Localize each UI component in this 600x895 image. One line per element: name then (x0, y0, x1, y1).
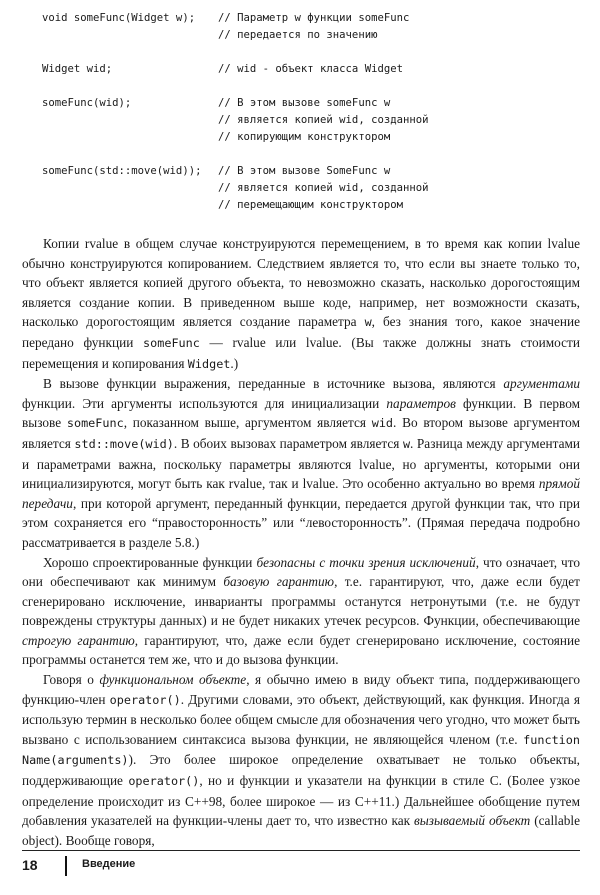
code-line-6 (42, 129, 562, 146)
paragraph-rvalue-copies: Копии rvalue в общем случае конструируются перемещением, в то время как копии lvalue обычно конструируются копированием. Следствием является то, что если вы знаете только то, что объект является копией другого объекта, то невозможно сказать, насколько дорогостоящим является создание копии. В приведенном выше коде, например, нет возможности сказать, насколько дорогостоящим является создание параметра w, без знания того, какое значение передано функции someFunc — rvalue или lvalue. (Вы также должны знать стоимости перемещения и копирования Widget.) (22, 236, 580, 371)
code-comment: // является копией wid, созданной (218, 182, 429, 194)
code-line-3 (42, 61, 562, 78)
code-statement: someFunc(std::move(wid)); (42, 165, 202, 177)
footer-rule (22, 850, 580, 851)
code-statement (42, 180, 218, 197)
code-statement (42, 27, 218, 44)
code-line-1 (42, 10, 562, 27)
code-statement (42, 112, 218, 129)
code-comment: // копирующим конструктором (218, 131, 391, 143)
paragraph-function-object: Говоря о функциональном объекте, я обычно имею в виду объект типа, поддерживающего функцию-член operator(). Другими словами, это объект, действующий, как функция. Иногда я использую термин в несколько более общем смысле для обозначения чего угодно, что может быть вызвано с использованием синтаксиса вызова функции, не являющейся членом (т.е. function Name(arguments)). Это более широкое определение охватывает не только объекты, поддерживающие operator(), но и функции и указатели на функции в стиле C. (Более узкое определение происходит из C++98, более широкое — из C++11.) Дальнейшее обобщение путем добавления указателей на функции-члены дает то, что известно как вызываемый объект (callable object). Вообще говоря, (22, 672, 580, 848)
code-line-7 (42, 163, 562, 180)
body-text (22, 234, 580, 850)
code-statement: void someFunc(Widget w); (42, 12, 196, 24)
code-line-2 (42, 27, 562, 44)
code-statement (42, 197, 218, 214)
code-comment: // является копией wid, созданной (218, 114, 429, 126)
code-comment: // wid - объект класса Widget (218, 63, 403, 75)
code-statement: Widget wid; (42, 63, 113, 75)
code-line-5 (42, 112, 562, 129)
paragraph-arguments-parameters: В вызове функции выражения, переданные в источнике вызова, являются аргументами функции. Эти аргументы используются для инициализации параметров функции. В первом вызове someFunc, показанном выше, аргументом является wid. Во втором вызове аргументом является std::move(wid). В обоих вызовах параметром является w. Разница между аргументами и параметрами важна, поскольку параметры являются lvalue, но аргументы, которыми они инициализируются, могут быть как rvalue, так и lvalue. Это особенно актуально во время прямой передачи, при которой аргумент, переданный функции, передается другой функции так, что при этом сохраняется его “правосторонность” или “левосторонность”. (Прямая передача подробно рассматривается в разделе 5.8.) (22, 376, 581, 550)
code-listing (42, 10, 562, 214)
code-comment: // Параметр w функции someFunc (218, 12, 410, 24)
paragraph-exception-safety: Хорошо спроектированные функции безопасны с точки зрения исключений, что означает, что они обеспечивают как минимум базовую гарантию, т.е. гарантируют, что, даже если будет сгенерировано исключение, инварианты программы останутся нетронутыми (т.е. не будут повреждены структуры данных) и не будет никаких утечек ресурсов. Функции, обеспечивающие строгую гарантию, гарантируют, что, даже если будет сгенерировано исключение, состояние программы останется тем же, что и до вызова функции. (22, 554, 580, 668)
section-title: Введение (82, 858, 136, 870)
footer-divider (65, 856, 67, 876)
page-number: 18 (22, 857, 38, 873)
code-comment: // перемещающим конструктором (218, 199, 403, 211)
code-comment: // В этом вызове SomeFunc w (218, 165, 391, 177)
code-line-8 (42, 180, 562, 197)
code-line-9 (42, 197, 562, 214)
code-comment: // передается по значению (218, 29, 378, 41)
code-statement (42, 129, 218, 146)
code-line-4 (42, 95, 562, 112)
code-comment: // В этом вызове someFunc w (218, 97, 391, 109)
code-statement: someFunc(wid); (42, 97, 132, 109)
